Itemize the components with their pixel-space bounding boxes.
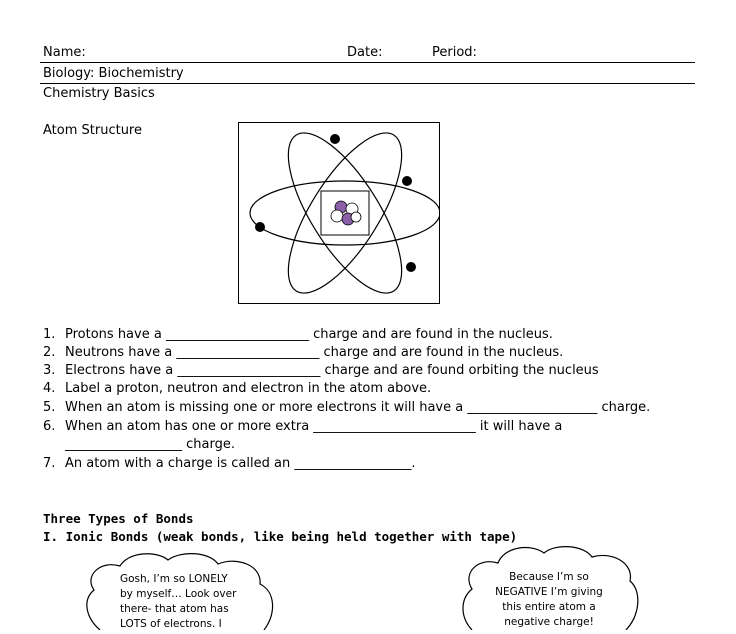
question-4: 4. Label a proton, neutron and electron in the atom above.	[43, 381, 432, 396]
question-2: 2. Neutrons have a ______________________ charge and are found in the nucleus.	[43, 345, 564, 360]
cloud-left-line: LOTS of electrons. I	[120, 618, 222, 630]
neutron	[351, 212, 361, 222]
question-6: 6. When an atom has one or more extra _________________________ it will have a	[43, 419, 563, 434]
question-7: 7. An atom with a charge is called an __________________.	[43, 456, 416, 471]
date-label: Date:	[347, 45, 383, 60]
question-5: 5. When an atom is missing one or more electrons it will have a ____________________ charge.	[43, 400, 651, 415]
question-6-continued: __________________ charge.	[65, 437, 235, 452]
cloud-right-line: NEGATIVE I’m giving	[495, 586, 603, 598]
thought-cloud-right	[458, 543, 640, 630]
unit-title: Chemistry Basics	[43, 86, 155, 101]
ionic-bonds-heading: I. Ionic Bonds (weak bonds, like being held together with tape)	[43, 529, 518, 544]
electron	[406, 262, 416, 272]
atom-structure-title: Atom Structure	[43, 123, 142, 138]
header-rule-1	[40, 62, 695, 63]
cloud-left-line: Gosh, I’m so LONELY	[120, 573, 228, 585]
atom-illustration	[239, 123, 439, 303]
neutron	[331, 210, 343, 222]
question-1: 1. Protons have a ______________________ charge and are found in the nucleus.	[43, 327, 553, 342]
name-label: Name:	[43, 45, 86, 60]
cloud-left-line: by myself… Look over	[120, 588, 237, 600]
header-rule-2	[40, 83, 695, 84]
orbit-diagonal-1	[267, 123, 422, 303]
period-label: Period:	[432, 45, 477, 60]
bonds-title: Three Types of Bonds	[43, 511, 194, 526]
question-3: 3. Electrons have a ______________________ charge and are found orbiting the nucleus	[43, 363, 599, 378]
cloud-right-line: negative charge!	[504, 616, 594, 628]
cloud-left-line: there- that atom has	[120, 603, 229, 615]
atom-diagram	[238, 122, 440, 304]
orbit-diagonal-2	[267, 123, 422, 303]
electron	[402, 176, 412, 186]
cloud-right-line: Because I’m so	[509, 571, 589, 583]
course-title: Biology: Biochemistry	[43, 66, 184, 81]
electron	[330, 134, 340, 144]
thought-cloud-left	[78, 550, 278, 630]
nucleus	[331, 201, 361, 225]
nucleus-box	[321, 191, 369, 235]
cloud-right-line: this entire atom a	[502, 601, 596, 613]
electron	[255, 222, 265, 232]
